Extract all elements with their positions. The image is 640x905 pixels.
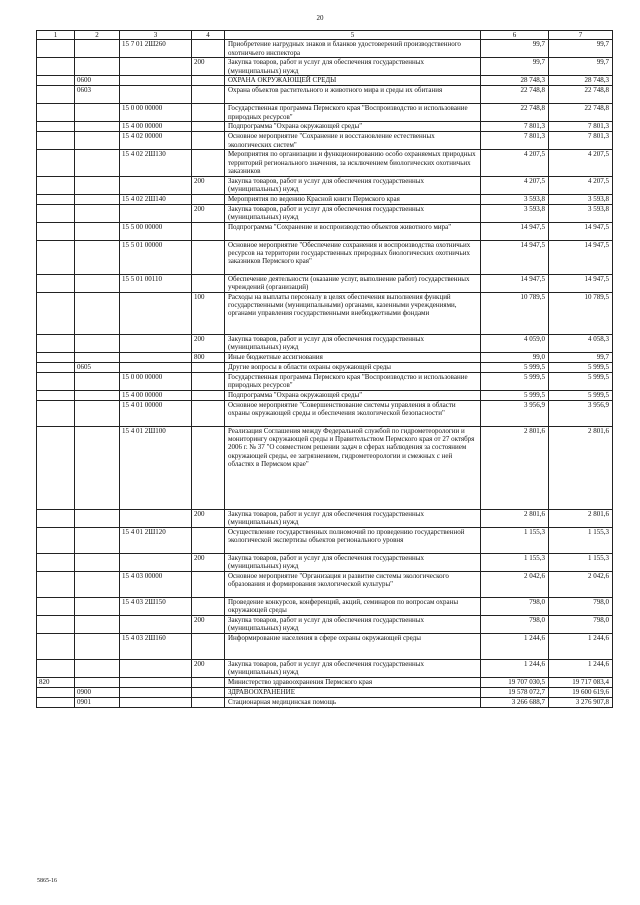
amount-cell: 19 578 072,7 <box>481 687 549 697</box>
table-row <box>37 204 613 222</box>
amount-cell: 4 207,5 <box>549 150 613 176</box>
expense-type-cell <box>192 222 225 240</box>
header-cell: 3 <box>120 31 192 40</box>
description-cell: Приобретение нагрудных знаков и бланков удостоверений производственного охотничьего инспектора <box>225 40 481 58</box>
amount-cell: 798,0 <box>481 597 549 615</box>
chapter-code-cell <box>37 76 75 86</box>
target-article-cell <box>120 687 192 697</box>
description-cell: Государственная программа Пермского края "Воспроизводство и использование природных ресурсов" <box>225 372 481 390</box>
section-code-cell <box>75 194 120 204</box>
description-cell: Закупка товаров, работ и услуг для обеспечения государственных (муниципальных) нужд <box>225 509 481 527</box>
section-code-cell: 0605 <box>75 362 120 372</box>
amount-cell: 5 999,5 <box>549 390 613 400</box>
section-code-cell <box>75 352 120 362</box>
amount-cell: 1 244,6 <box>549 659 613 677</box>
amount-cell: 1 155,3 <box>481 527 549 553</box>
description-cell: Мероприятия по организации и функционированию особо охраняемых природных территорий регионального значения, за исключением биологических охотничьих заказников <box>225 150 481 176</box>
amount-cell: 4 207,5 <box>481 176 549 194</box>
target-article-cell <box>120 334 192 352</box>
section-code-cell <box>75 633 120 659</box>
table-row <box>37 659 613 677</box>
table-row <box>37 40 613 58</box>
description-cell: Министерство здравоохранения Пермского края <box>225 677 481 687</box>
amount-cell: 4 059,0 <box>481 334 549 352</box>
description-cell: Закупка товаров, работ и услуг для обеспечения государственных (муниципальных) нужд <box>225 58 481 76</box>
chapter-code-cell <box>37 194 75 204</box>
section-code-cell <box>75 274 120 292</box>
description-cell: Другие вопросы в области охраны окружающей среды <box>225 362 481 372</box>
section-code-cell <box>75 292 120 334</box>
amount-cell: 4 207,5 <box>481 150 549 176</box>
description-cell: Обеспечение деятельности (оказание услуг, выполнение работ) государственных учреждений (организаций) <box>225 274 481 292</box>
target-article-cell: 15 7 01 2Ш260 <box>120 40 192 58</box>
amount-cell: 99,7 <box>549 352 613 362</box>
amount-cell: 22 748,8 <box>549 104 613 122</box>
chapter-code-cell <box>37 527 75 553</box>
description-cell: Основное мероприятие "Сохранение и восстановление естественных экологических систем" <box>225 132 481 150</box>
target-article-cell <box>120 677 192 687</box>
description-cell: Осуществление государственных полномочий по проведению государственной экологической экспертизы объектов регионального уровня <box>225 527 481 553</box>
chapter-code-cell <box>37 372 75 390</box>
table-row <box>37 597 613 615</box>
chapter-code-cell <box>37 362 75 372</box>
amount-cell: 99,7 <box>549 40 613 58</box>
chapter-code-cell <box>37 204 75 222</box>
amount-cell: 14 947,5 <box>481 222 549 240</box>
expense-type-cell: 200 <box>192 615 225 633</box>
table-row <box>37 104 613 122</box>
description-cell: Иные бюджетные ассигнования <box>225 352 481 362</box>
description-cell: ЗДРАВООХРАНЕНИЕ <box>225 687 481 697</box>
expense-type-cell: 200 <box>192 553 225 571</box>
amount-cell: 14 947,5 <box>549 222 613 240</box>
expense-type-cell <box>192 122 225 132</box>
amount-cell: 2 801,6 <box>549 426 613 509</box>
amount-cell: 14 947,5 <box>549 240 613 274</box>
table-row <box>37 527 613 553</box>
amount-cell: 3 593,8 <box>481 204 549 222</box>
section-code-cell <box>75 553 120 571</box>
expense-type-cell <box>192 132 225 150</box>
description-cell: Подпрограмма "Сохранение и воспроизводство объектов животного мира" <box>225 222 481 240</box>
chapter-code-cell <box>37 40 75 58</box>
amount-cell: 3 593,8 <box>549 194 613 204</box>
target-article-cell: 15 4 03 00000 <box>120 571 192 597</box>
amount-cell: 5 999,5 <box>549 372 613 390</box>
expense-type-cell <box>192 687 225 697</box>
table-row <box>37 390 613 400</box>
chapter-code-cell <box>37 334 75 352</box>
target-article-cell <box>120 292 192 334</box>
target-article-cell: 15 4 00 00000 <box>120 122 192 132</box>
description-cell: Реализация Соглашения между Федеральной службой по гидрометеорологии и мониторингу окружающей среды и Правительством Пермского края от 27 октября 2006 г. № 37 "О совместном решении задач в сферах наблюдения за состоянием окружающей среды, ее загрязнением, гидрометеорологии и смежных с ней областях в Пермском крае" <box>225 426 481 509</box>
description-cell: Закупка товаров, работ и услуг для обеспечения государственных (муниципальных) нужд <box>225 204 481 222</box>
table-row <box>37 292 613 334</box>
description-cell: Подпрограмма "Охрана окружающей среды" <box>225 390 481 400</box>
expense-type-cell <box>192 240 225 274</box>
section-code-cell <box>75 597 120 615</box>
header-cell: 7 <box>549 31 613 40</box>
chapter-code-cell <box>37 687 75 697</box>
table-row <box>37 194 613 204</box>
table-row <box>37 132 613 150</box>
amount-cell: 1 155,3 <box>549 527 613 553</box>
amount-cell: 7 801,3 <box>549 132 613 150</box>
header-cell: 6 <box>481 31 549 40</box>
section-code-cell <box>75 390 120 400</box>
chapter-code-cell <box>37 104 75 122</box>
amount-cell: 10 789,5 <box>481 292 549 334</box>
target-article-cell <box>120 659 192 677</box>
description-cell: Подпрограмма "Охрана окружающей среды" <box>225 122 481 132</box>
target-article-cell <box>120 86 192 104</box>
expense-type-cell <box>192 633 225 659</box>
chapter-code-cell <box>37 426 75 509</box>
target-article-cell <box>120 362 192 372</box>
section-code-cell <box>75 677 120 687</box>
description-cell: Информирование населения в сфере охраны окружающей среды <box>225 633 481 659</box>
description-cell: Закупка товаров, работ и услуг для обеспечения государственных (муниципальных) нужд <box>225 176 481 194</box>
amount-cell: 7 801,3 <box>481 132 549 150</box>
section-code-cell: 0900 <box>75 687 120 697</box>
amount-cell: 19 717 083,4 <box>549 677 613 687</box>
table-row <box>37 274 613 292</box>
section-code-cell <box>75 176 120 194</box>
chapter-code-cell <box>37 615 75 633</box>
table-header-row <box>37 31 613 40</box>
table-row <box>37 122 613 132</box>
description-cell: Мероприятия по ведению Красной книги Пермского края <box>225 194 481 204</box>
table-row <box>37 176 613 194</box>
expense-type-cell <box>192 362 225 372</box>
amount-cell: 1 155,3 <box>481 553 549 571</box>
amount-cell: 99,7 <box>549 58 613 76</box>
table-row <box>37 633 613 659</box>
document-code: 5865-16 <box>37 878 57 884</box>
amount-cell: 2 042,6 <box>549 571 613 597</box>
expense-type-cell <box>192 150 225 176</box>
table-row <box>37 334 613 352</box>
amount-cell: 3 593,8 <box>549 204 613 222</box>
description-cell: Закупка товаров, работ и услуг для обеспечения государственных (муниципальных) нужд <box>225 334 481 352</box>
target-article-cell: 15 4 01 00000 <box>120 400 192 426</box>
table-row <box>37 86 613 104</box>
section-code-cell <box>75 509 120 527</box>
amount-cell: 2 801,6 <box>549 509 613 527</box>
amount-cell: 22 748,8 <box>549 86 613 104</box>
amount-cell: 2 801,6 <box>481 426 549 509</box>
amount-cell: 3 956,9 <box>549 400 613 426</box>
header-cell: 1 <box>37 31 75 40</box>
expense-type-cell <box>192 194 225 204</box>
amount-cell: 10 789,5 <box>549 292 613 334</box>
amount-cell: 22 748,8 <box>481 86 549 104</box>
table-row <box>37 150 613 176</box>
chapter-code-cell <box>37 176 75 194</box>
section-code-cell <box>75 615 120 633</box>
target-article-cell: 15 4 00 00000 <box>120 390 192 400</box>
amount-cell: 3 593,8 <box>481 194 549 204</box>
chapter-code-cell <box>37 222 75 240</box>
description-cell: Государственная программа Пермского края "Воспроизводство и использование природных ресурсов" <box>225 104 481 122</box>
chapter-code-cell <box>37 58 75 76</box>
table-row <box>37 509 613 527</box>
target-article-cell <box>120 176 192 194</box>
target-article-cell <box>120 204 192 222</box>
description-cell: Стационарная медицинская помощь <box>225 697 481 707</box>
amount-cell: 3 276 907,8 <box>549 697 613 707</box>
amount-cell: 19 707 030,5 <box>481 677 549 687</box>
table-row <box>37 362 613 372</box>
amount-cell: 3 266 688,7 <box>481 697 549 707</box>
chapter-code-cell <box>37 400 75 426</box>
chapter-code-cell <box>37 659 75 677</box>
target-article-cell: 15 4 03 2Ш150 <box>120 597 192 615</box>
section-code-cell <box>75 150 120 176</box>
target-article-cell: 15 5 01 00000 <box>120 240 192 274</box>
amount-cell: 99,7 <box>481 58 549 76</box>
budget-table <box>36 30 613 708</box>
target-article-cell: 15 0 00 00000 <box>120 372 192 390</box>
chapter-code-cell <box>37 697 75 707</box>
section-code-cell <box>75 334 120 352</box>
section-code-cell <box>75 372 120 390</box>
table-row <box>37 553 613 571</box>
amount-cell: 1 244,6 <box>481 659 549 677</box>
amount-cell: 99,7 <box>481 40 549 58</box>
expense-type-cell <box>192 697 225 707</box>
description-cell: Охрана объектов растительного и животного мира и среды их обитания <box>225 86 481 104</box>
chapter-code-cell <box>37 571 75 597</box>
target-article-cell <box>120 615 192 633</box>
section-code-cell <box>75 122 120 132</box>
description-cell: Расходы на выплаты персоналу в целях обеспечения выполнения функций государственными (муниципальными) органами, казенными учреждениями, органами управления государственными внебюджетными фондами <box>225 292 481 334</box>
chapter-code-cell <box>37 633 75 659</box>
target-article-cell <box>120 509 192 527</box>
target-article-cell: 15 4 01 2Ш120 <box>120 527 192 553</box>
section-code-cell <box>75 527 120 553</box>
section-code-cell: 0901 <box>75 697 120 707</box>
amount-cell: 7 801,3 <box>481 122 549 132</box>
description-cell: Основное мероприятие "Совершенствование системы управления в области охраны окружающей среды и обеспечения экологической безопасности" <box>225 400 481 426</box>
description-cell: Основное мероприятие "Обеспечение сохранения и воспроизводства охотничьих ресурсов на территории государственных природных биологических охотничьих заказников Пермского края" <box>225 240 481 274</box>
expense-type-cell: 200 <box>192 58 225 76</box>
section-code-cell <box>75 659 120 677</box>
amount-cell: 5 999,5 <box>549 362 613 372</box>
amount-cell: 28 748,3 <box>549 76 613 86</box>
chapter-code-cell <box>37 86 75 104</box>
target-article-cell: 15 4 01 2Ш100 <box>120 426 192 509</box>
amount-cell: 14 947,5 <box>549 274 613 292</box>
amount-cell: 2 042,6 <box>481 571 549 597</box>
table-row <box>37 372 613 390</box>
section-code-cell <box>75 400 120 426</box>
amount-cell: 14 947,5 <box>481 240 549 274</box>
table-row <box>37 615 613 633</box>
expense-type-cell <box>192 400 225 426</box>
expense-type-cell <box>192 76 225 86</box>
target-article-cell <box>120 352 192 362</box>
table-row <box>37 58 613 76</box>
section-code-cell <box>75 240 120 274</box>
amount-cell: 19 600 619,6 <box>549 687 613 697</box>
description-cell: Проведение конкурсов, конференций, акций, семинаров по вопросам охраны окружающей среды <box>225 597 481 615</box>
chapter-code-cell <box>37 292 75 334</box>
chapter-code-cell <box>37 352 75 362</box>
expense-type-cell <box>192 571 225 597</box>
amount-cell: 4 207,5 <box>549 176 613 194</box>
expense-type-cell <box>192 86 225 104</box>
expense-type-cell: 200 <box>192 509 225 527</box>
description-cell: Основное мероприятие "Организация и развитие системы экологического образования и формирования экологической культуры" <box>225 571 481 597</box>
table-row <box>37 240 613 274</box>
expense-type-cell: 100 <box>192 292 225 334</box>
amount-cell: 14 947,5 <box>481 274 549 292</box>
description-cell: Закупка товаров, работ и услуг для обеспечения государственных (муниципальных) нужд <box>225 553 481 571</box>
target-article-cell: 15 5 01 00110 <box>120 274 192 292</box>
chapter-code-cell <box>37 240 75 274</box>
table-row <box>37 687 613 697</box>
target-article-cell: 15 4 02 2Ш140 <box>120 194 192 204</box>
amount-cell: 1 244,6 <box>549 633 613 659</box>
amount-cell: 2 801,6 <box>481 509 549 527</box>
expense-type-cell <box>192 677 225 687</box>
section-code-cell <box>75 426 120 509</box>
chapter-code-cell <box>37 150 75 176</box>
table-row <box>37 76 613 86</box>
chapter-code-cell <box>37 132 75 150</box>
section-code-cell <box>75 40 120 58</box>
chapter-code-cell <box>37 274 75 292</box>
expense-type-cell: 800 <box>192 352 225 362</box>
target-article-cell: 15 4 02 2Ш130 <box>120 150 192 176</box>
expense-type-cell <box>192 274 225 292</box>
section-code-cell <box>75 571 120 597</box>
chapter-code-cell <box>37 553 75 571</box>
amount-cell: 28 748,3 <box>481 76 549 86</box>
expense-type-cell: 200 <box>192 334 225 352</box>
amount-cell: 22 748,8 <box>481 104 549 122</box>
chapter-code-cell: 820 <box>37 677 75 687</box>
expense-type-cell: 200 <box>192 204 225 222</box>
description-cell: ОХРАНА ОКРУЖАЮЩЕЙ СРЕДЫ <box>225 76 481 86</box>
expense-type-cell <box>192 527 225 553</box>
header-cell: 2 <box>75 31 120 40</box>
section-code-cell: 0603 <box>75 86 120 104</box>
description-cell: Закупка товаров, работ и услуг для обеспечения государственных (муниципальных) нужд <box>225 615 481 633</box>
target-article-cell: 15 4 02 00000 <box>120 132 192 150</box>
table-row <box>37 677 613 687</box>
amount-cell: 5 999,5 <box>481 390 549 400</box>
amount-cell: 5 999,5 <box>481 362 549 372</box>
amount-cell: 1 155,3 <box>549 553 613 571</box>
target-article-cell: 15 5 00 00000 <box>120 222 192 240</box>
target-article-cell: 15 0 00 00000 <box>120 104 192 122</box>
section-code-cell <box>75 222 120 240</box>
amount-cell: 3 956,9 <box>481 400 549 426</box>
amount-cell: 4 058,3 <box>549 334 613 352</box>
amount-cell: 798,0 <box>481 615 549 633</box>
table-row <box>37 571 613 597</box>
table-row <box>37 426 613 509</box>
table-row <box>37 222 613 240</box>
chapter-code-cell <box>37 390 75 400</box>
header-cell: 4 <box>192 31 225 40</box>
target-article-cell <box>120 76 192 86</box>
table-row <box>37 697 613 707</box>
amount-cell: 5 999,5 <box>481 372 549 390</box>
expense-type-cell <box>192 426 225 509</box>
chapter-code-cell <box>37 122 75 132</box>
amount-cell: 1 244,6 <box>481 633 549 659</box>
expense-type-cell: 200 <box>192 659 225 677</box>
expense-type-cell: 200 <box>192 176 225 194</box>
table-row <box>37 352 613 362</box>
amount-cell: 798,0 <box>549 615 613 633</box>
section-code-cell <box>75 132 120 150</box>
table-row <box>37 400 613 426</box>
expense-type-cell <box>192 104 225 122</box>
page-number: 20 <box>316 14 324 22</box>
expense-type-cell <box>192 390 225 400</box>
chapter-code-cell <box>37 597 75 615</box>
description-cell: Закупка товаров, работ и услуг для обеспечения государственных (муниципальных) нужд <box>225 659 481 677</box>
expense-type-cell <box>192 597 225 615</box>
expense-type-cell <box>192 40 225 58</box>
target-article-cell: 15 4 03 2Ш160 <box>120 633 192 659</box>
amount-cell: 7 801,3 <box>549 122 613 132</box>
header-cell: 5 <box>225 31 481 40</box>
target-article-cell <box>120 58 192 76</box>
amount-cell: 99,0 <box>481 352 549 362</box>
amount-cell: 798,0 <box>549 597 613 615</box>
section-code-cell: 0600 <box>75 76 120 86</box>
expense-type-cell <box>192 372 225 390</box>
section-code-cell <box>75 204 120 222</box>
target-article-cell <box>120 697 192 707</box>
section-code-cell <box>75 104 120 122</box>
section-code-cell <box>75 58 120 76</box>
target-article-cell <box>120 553 192 571</box>
chapter-code-cell <box>37 509 75 527</box>
